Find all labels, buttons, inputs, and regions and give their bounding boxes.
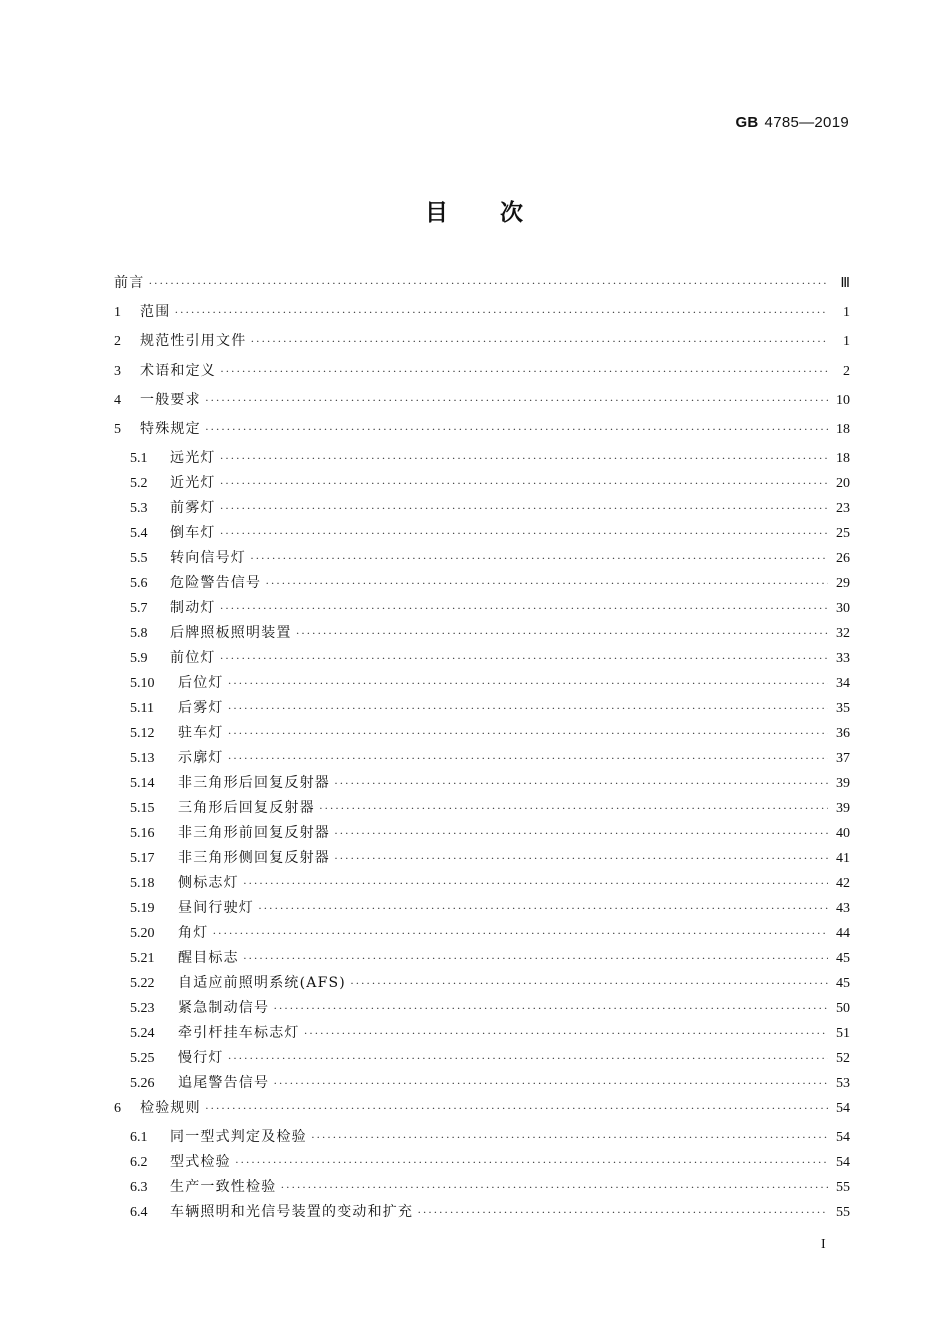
toc-entry-label: 术语和定义 — [140, 362, 216, 379]
toc-entry-page: 34 — [836, 676, 850, 692]
toc-entry-number: 5.20 — [130, 926, 155, 942]
toc-leader-dots — [205, 422, 828, 437]
toc-entry-number: 1 — [114, 305, 121, 321]
toc-entry-label: 一般要求 — [140, 391, 201, 408]
toc-entry[interactable] — [114, 1176, 850, 1201]
toc-entry-page: 39 — [836, 801, 850, 817]
toc-leader-dots — [334, 851, 828, 866]
toc-entry[interactable] — [114, 1072, 850, 1097]
toc-leader-dots — [174, 305, 828, 320]
toc-entry-label: 三角形后回复反射器 — [178, 800, 315, 817]
toc-entry-page: 26 — [836, 551, 850, 567]
toc-entry-number: 5.11 — [130, 701, 154, 717]
toc-entry-page: 1 — [843, 305, 850, 321]
toc-leader-dots — [228, 701, 828, 716]
footer-page-number: I — [821, 1237, 826, 1252]
toc-entry[interactable] — [114, 1126, 850, 1151]
toc-entry-page: 54 — [836, 1130, 850, 1146]
toc-entry-number: 5.16 — [130, 826, 155, 842]
toc-leader-dots — [250, 551, 828, 566]
toc-entry[interactable] — [114, 672, 850, 697]
toc-leader-dots — [220, 501, 828, 516]
toc-entry-page: 51 — [836, 1026, 850, 1042]
toc-entry-label: 后雾灯 — [178, 700, 224, 717]
toc-entry-label: 生产一致性检验 — [170, 1179, 277, 1196]
toc-entry-label: 角灯 — [178, 925, 209, 942]
toc-entry-number: 5.23 — [130, 1001, 155, 1017]
toc-entry[interactable] — [114, 1201, 850, 1226]
title-char-1: 目 — [425, 200, 450, 226]
toc-entry-label: 牵引杆挂车标志灯 — [178, 1025, 300, 1042]
title-char-2: 次 — [500, 200, 525, 226]
toc-leader-dots — [280, 1180, 828, 1195]
toc-entry-label: 检验规则 — [140, 1100, 201, 1117]
toc-entry-label: 特殊规定 — [140, 420, 201, 437]
toc-entry-label: 型式检验 — [170, 1154, 231, 1171]
toc-entry[interactable] — [114, 1097, 850, 1126]
toc-entry-label: 非三角形后回复反射器 — [178, 775, 330, 792]
toc-entry[interactable] — [114, 847, 850, 872]
toc-entry-number: 5.2 — [130, 476, 148, 492]
toc-entry-number: 5.14 — [130, 776, 155, 792]
toc-leader-dots — [220, 451, 828, 466]
toc-entry-number: 6.2 — [130, 1155, 148, 1171]
standard-code: GB — [735, 114, 759, 131]
toc-entry-label: 转向信号灯 — [170, 550, 246, 567]
toc-entry-number: 5.4 — [130, 526, 148, 542]
toc-leader-dots — [273, 1076, 828, 1091]
toc-entry[interactable] — [114, 1022, 850, 1047]
toc-entry-label: 侧标志灯 — [178, 875, 239, 892]
toc-entry[interactable] — [114, 301, 850, 330]
toc-entry-label: 同一型式判定及检验 — [170, 1129, 307, 1146]
toc-entry-page: 39 — [836, 776, 850, 792]
toc-entry-number: 5.19 — [130, 901, 155, 917]
toc-leader-dots — [243, 951, 828, 966]
toc-entry-label: 远光灯 — [170, 450, 216, 467]
toc-entry-label: 前言 — [114, 275, 145, 291]
toc-entry-number: 5.6 — [130, 576, 148, 592]
toc-entry-number: 5.26 — [130, 1076, 155, 1092]
toc-leader-dots — [228, 751, 828, 766]
toc-entry[interactable] — [114, 389, 850, 418]
toc-entry-page: Ⅲ — [840, 276, 850, 291]
toc-entry-number: 5.3 — [130, 501, 148, 517]
toc-entry-number: 5.12 — [130, 726, 155, 742]
toc-leader-dots — [273, 1001, 828, 1016]
toc-leader-dots — [243, 876, 828, 891]
toc-entry-page: 52 — [836, 1051, 850, 1067]
toc-entry-label: 制动灯 — [170, 600, 216, 617]
toc-leader-dots — [148, 276, 828, 291]
toc-leader-dots — [417, 1205, 828, 1220]
toc-leader-dots — [296, 626, 828, 641]
toc-entry-number: 6 — [114, 1101, 121, 1117]
toc-entry-label: 范围 — [140, 304, 171, 321]
toc-entry-page: 23 — [836, 501, 850, 517]
toc-entry-page: 33 — [836, 651, 850, 667]
toc-entry-label: 驻车灯 — [178, 725, 224, 742]
toc-leader-dots — [350, 976, 828, 991]
toc-entry-number: 5.21 — [130, 951, 155, 967]
toc-entry-number: 5.9 — [130, 651, 148, 667]
toc-entry-label: 规范性引用文件 — [140, 333, 247, 350]
toc-entry[interactable] — [114, 947, 850, 972]
toc-entry[interactable] — [114, 797, 850, 822]
toc-entry-label: 昼间行驶灯 — [178, 900, 254, 917]
toc-entry[interactable] — [114, 772, 850, 797]
standard-year: 4785—2019 — [764, 114, 849, 131]
toc-leader-dots — [334, 776, 828, 791]
toc-entry[interactable] — [114, 547, 850, 572]
toc-entry[interactable] — [114, 418, 850, 447]
toc-leader-dots — [220, 651, 828, 666]
standard-number — [735, 114, 849, 131]
toc-entry[interactable] — [114, 1151, 850, 1176]
toc-leader-dots — [220, 364, 828, 379]
toc-entry-page: 53 — [836, 1076, 850, 1092]
toc-leader-dots — [235, 1155, 828, 1170]
toc-entry-label: 慢行灯 — [178, 1050, 224, 1067]
toc-entry-label: 追尾警告信号 — [178, 1075, 270, 1092]
toc-entry-page: 55 — [836, 1180, 850, 1196]
toc-entry-label: 非三角形前回复反射器 — [178, 825, 330, 842]
toc-entry-number: 5.22 — [130, 976, 155, 992]
toc-entry-number: 5.18 — [130, 876, 155, 892]
toc-entry[interactable] — [114, 647, 850, 672]
toc-entry-number: 5.17 — [130, 851, 155, 867]
toc-entry-number: 5.10 — [130, 676, 155, 692]
toc-entry-label: 示廓灯 — [178, 750, 224, 767]
toc-leader-dots — [228, 676, 828, 691]
toc-leader-dots — [220, 526, 828, 541]
toc-leader-dots — [220, 601, 828, 616]
toc-leader-dots — [250, 334, 828, 349]
toc-entry-number: 6.3 — [130, 1180, 148, 1196]
toc-entry-page: 10 — [836, 392, 850, 408]
toc-entry-page: 41 — [836, 851, 850, 867]
toc-entry-page: 54 — [836, 1155, 850, 1171]
toc-entry-page: 18 — [836, 451, 850, 467]
toc-entry-page: 18 — [836, 421, 850, 437]
toc-entry[interactable] — [114, 597, 850, 622]
toc-leader-dots — [311, 1130, 828, 1145]
toc-entry-number: 5.15 — [130, 801, 155, 817]
toc-leader-dots — [334, 826, 828, 841]
toc-entry[interactable] — [114, 330, 850, 359]
toc-entry-page: 54 — [836, 1101, 850, 1117]
toc-leader-dots — [205, 1101, 828, 1116]
toc-entry-label: 自适应前照明系统(AFS) — [178, 975, 346, 992]
toc-entry-page: 32 — [836, 626, 850, 642]
toc-entry-page: 29 — [836, 576, 850, 592]
toc-entry-page: 42 — [836, 876, 850, 892]
toc-entry-number: 5 — [114, 421, 121, 437]
toc-entry-number: 5.8 — [130, 626, 148, 642]
toc-entry[interactable] — [114, 822, 850, 847]
toc-entry[interactable] — [114, 572, 850, 597]
toc-entry[interactable] — [114, 272, 850, 301]
toc-entry-label: 倒车灯 — [170, 525, 216, 542]
toc-leader-dots — [304, 1026, 828, 1041]
toc-entry-label: 醒目标志 — [178, 950, 239, 967]
toc-entry-page: 20 — [836, 476, 850, 492]
toc-entry[interactable] — [114, 872, 850, 897]
toc-entry-page: 43 — [836, 901, 850, 917]
toc-entry-page: 45 — [836, 976, 850, 992]
toc-entry-page: 45 — [836, 951, 850, 967]
toc-leader-dots — [228, 726, 828, 741]
toc-entry-number: 5.25 — [130, 1051, 155, 1067]
toc-entry[interactable] — [114, 622, 850, 647]
toc-entry[interactable] — [114, 497, 850, 522]
toc-entry[interactable] — [114, 360, 850, 389]
toc-entry-page: 44 — [836, 926, 850, 942]
toc-leader-dots — [228, 1051, 828, 1066]
toc-leader-dots — [205, 393, 828, 408]
toc-entry[interactable] — [114, 722, 850, 747]
toc-leader-dots — [258, 901, 828, 916]
toc-entry-page: 1 — [843, 334, 850, 350]
toc-entry[interactable] — [114, 997, 850, 1022]
toc-entry-number: 3 — [114, 363, 121, 379]
toc-entry-number: 5.24 — [130, 1026, 155, 1042]
table-of-contents — [114, 272, 850, 1226]
toc-entry-page: 25 — [836, 526, 850, 542]
toc-entry-page: 35 — [836, 701, 850, 717]
toc-entry-label: 后位灯 — [178, 675, 224, 692]
toc-entry-number: 2 — [114, 334, 121, 350]
toc-entry-label: 危险警告信号 — [170, 575, 262, 592]
toc-entry-number: 5.1 — [130, 451, 148, 467]
toc-leader-dots — [265, 576, 828, 591]
toc-entry-label: 前位灯 — [170, 650, 216, 667]
toc-entry-label: 近光灯 — [170, 475, 216, 492]
toc-leader-dots — [212, 926, 828, 941]
toc-entry[interactable] — [114, 697, 850, 722]
toc-entry[interactable] — [114, 1047, 850, 1072]
toc-entry-number: 5.7 — [130, 601, 148, 617]
toc-entry-page: 40 — [836, 826, 850, 842]
toc-entry-number: 6.4 — [130, 1205, 148, 1221]
toc-entry[interactable] — [114, 447, 850, 472]
toc-entry-label: 非三角形侧回复反射器 — [178, 850, 330, 867]
toc-entry-number: 6.1 — [130, 1130, 148, 1146]
toc-entry-page: 36 — [836, 726, 850, 742]
toc-entry[interactable] — [114, 897, 850, 922]
toc-entry-page: 37 — [836, 751, 850, 767]
toc-entry-number: 5.5 — [130, 551, 148, 567]
toc-entry-label: 车辆照明和光信号装置的变动和扩充 — [170, 1204, 414, 1221]
page-title — [0, 194, 950, 227]
toc-entry-label: 前雾灯 — [170, 500, 216, 517]
toc-entry-page: 50 — [836, 1001, 850, 1017]
toc-entry[interactable] — [114, 922, 850, 947]
toc-entry-number: 4 — [114, 392, 121, 408]
toc-entry[interactable] — [114, 747, 850, 772]
toc-entry[interactable] — [114, 472, 850, 497]
toc-leader-dots — [220, 476, 828, 491]
toc-entry[interactable] — [114, 522, 850, 547]
toc-entry-label: 后牌照板照明装置 — [170, 625, 292, 642]
toc-entry-page: 55 — [836, 1205, 850, 1221]
toc-entry-page: 30 — [836, 601, 850, 617]
toc-entry-number: 5.13 — [130, 751, 155, 767]
toc-entry[interactable] — [114, 972, 850, 997]
toc-entry-label: 紧急制动信号 — [178, 1000, 270, 1017]
toc-entry-page: 2 — [843, 363, 850, 379]
toc-leader-dots — [319, 801, 828, 816]
